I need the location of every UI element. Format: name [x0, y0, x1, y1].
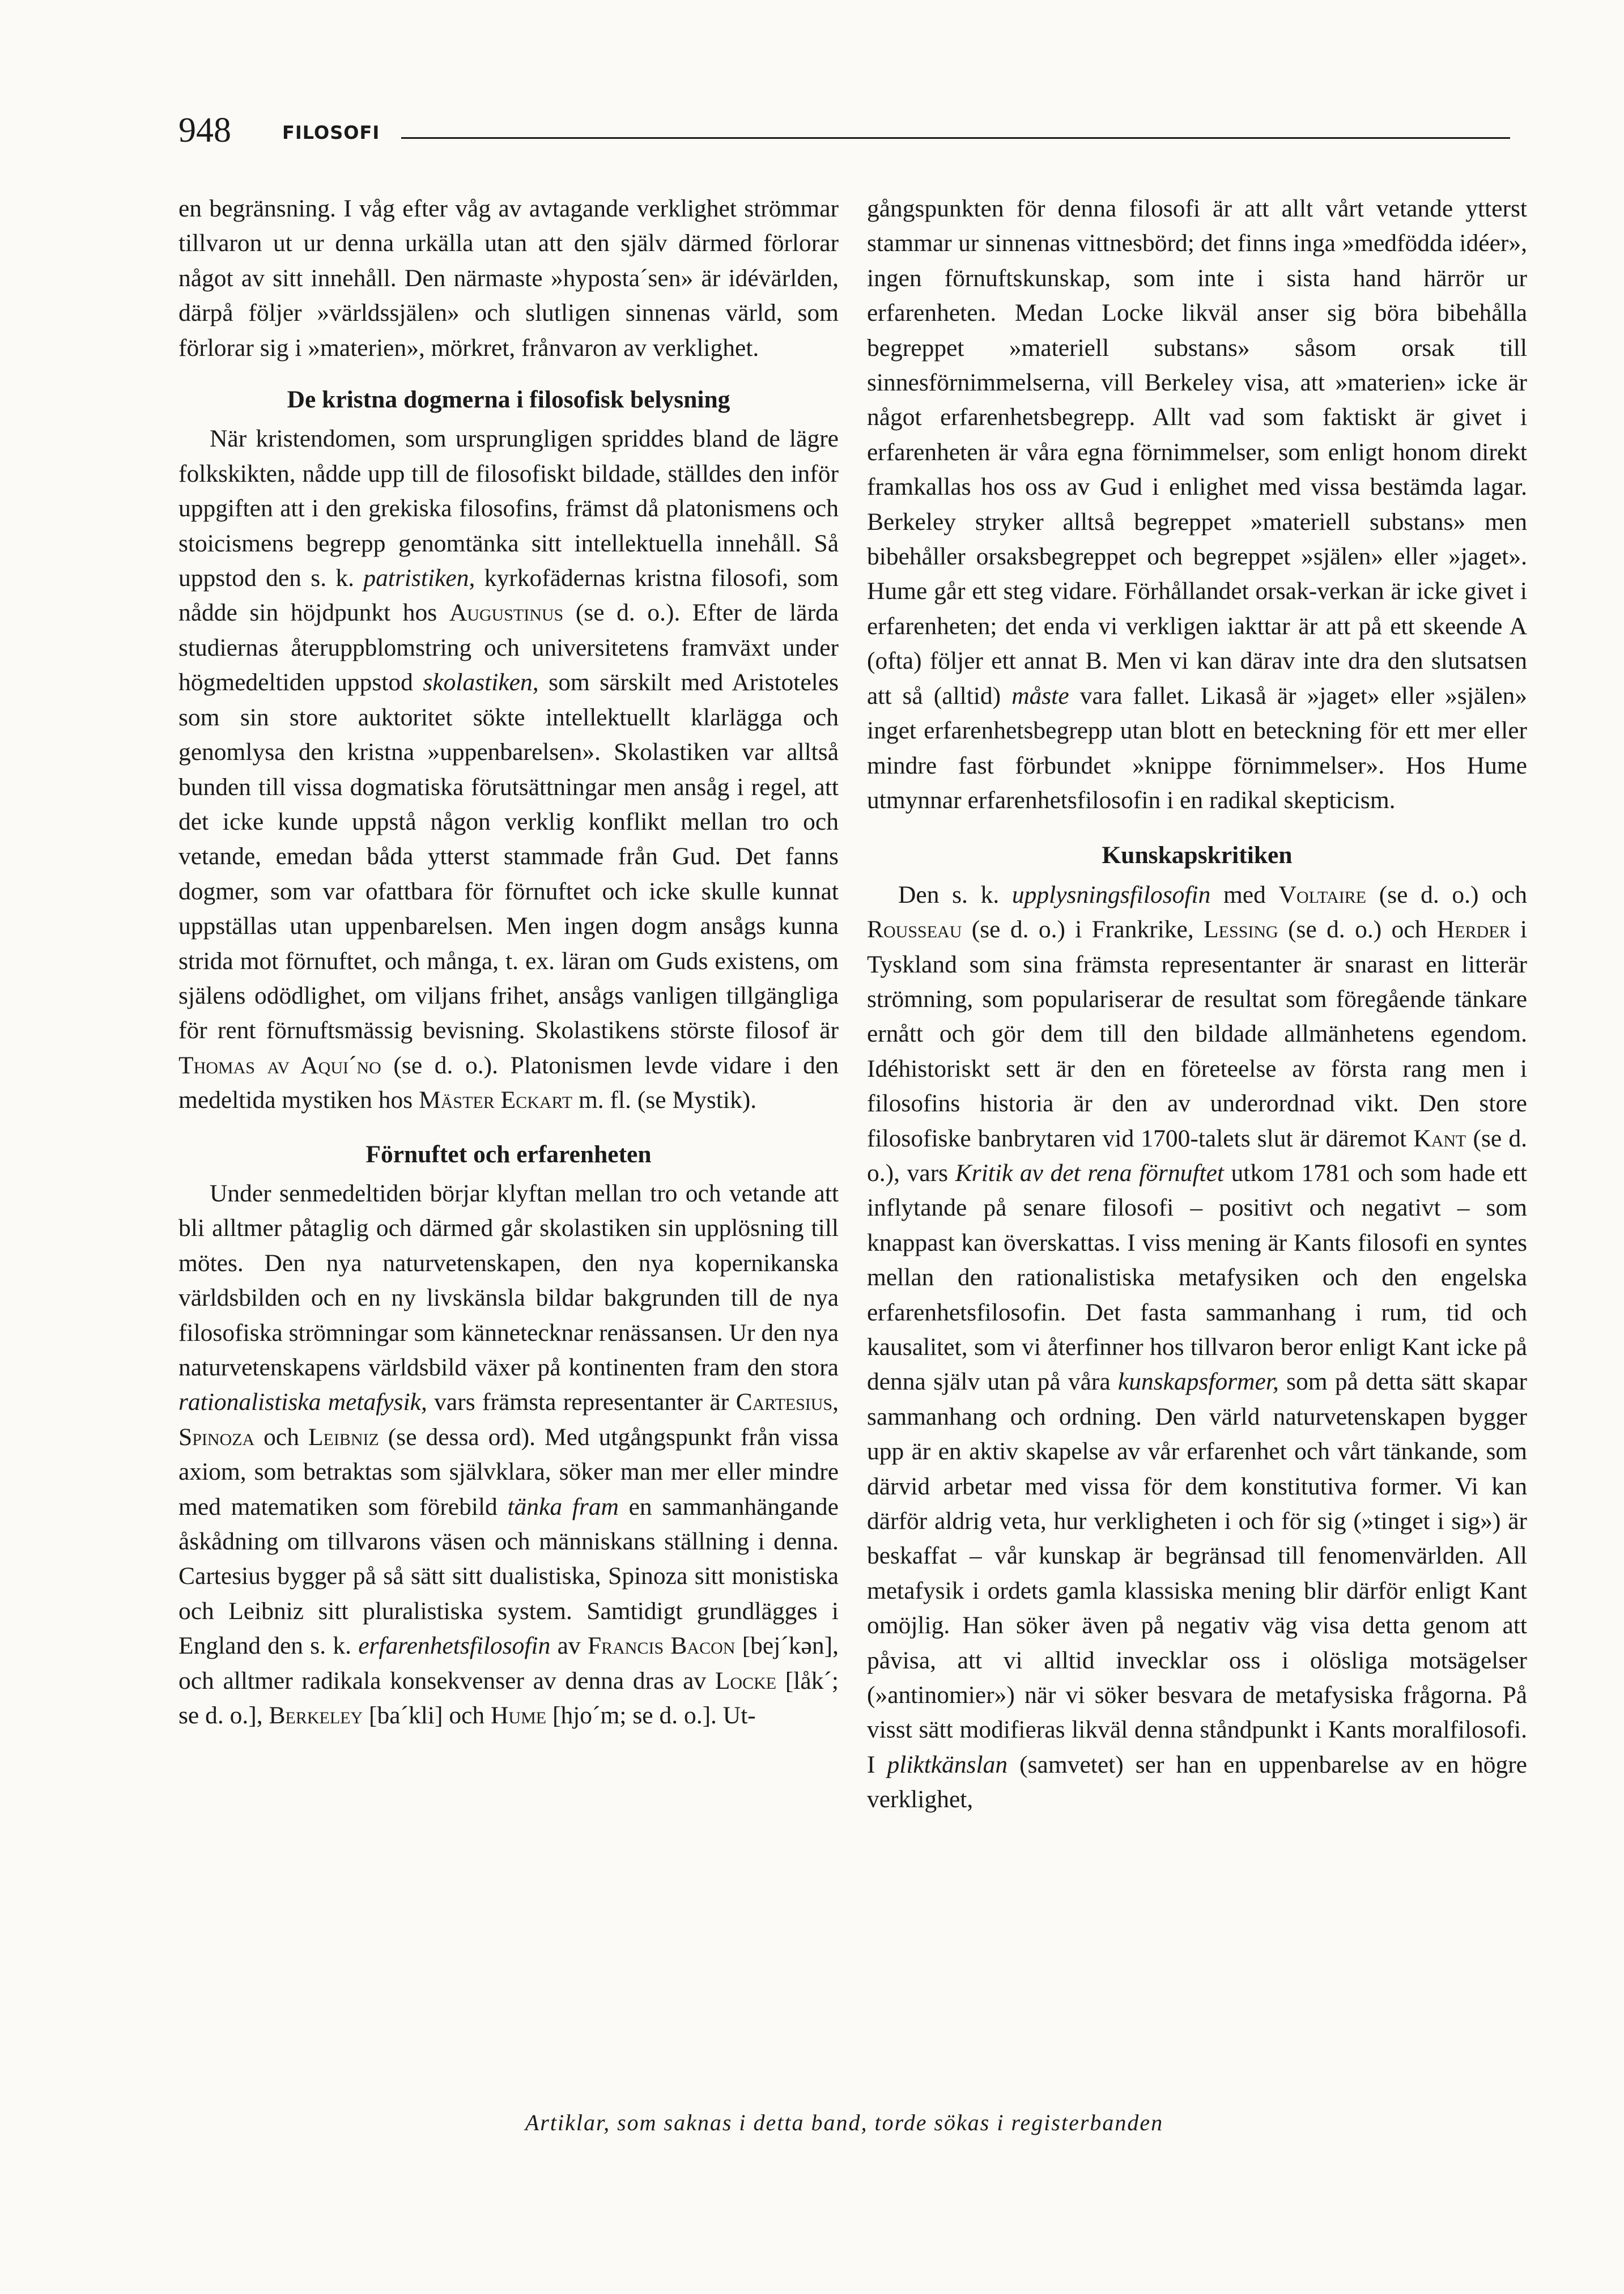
- emphasis: måste: [1011, 682, 1069, 710]
- emphasis: kunskapsformer,: [1117, 1368, 1279, 1396]
- person-name: Mäster Eckart: [419, 1086, 573, 1114]
- person-name: Herder: [1436, 916, 1511, 944]
- header-rule: [401, 137, 1510, 139]
- page-header: [178, 108, 1510, 153]
- emphasis: rationalistiska metafysik,: [178, 1388, 427, 1416]
- person-name: Locke: [715, 1667, 777, 1694]
- section-heading: Kunskapskritiken: [1102, 842, 1293, 869]
- emphasis: Kritik av det rena förnuftet: [955, 1159, 1225, 1187]
- emphasis: skolastiken,: [423, 669, 539, 696]
- paragraph: gångspunkten för denna filosofi är att allt vårt vetande ytterst stammar ur sinnenas vittnesbörd; det finns inga »medfödda idéer», ingen förnuftskunskap, som inte i sista hand härrör ur erfarenheten. Medan Locke likväl anser sig böra bibehålla begreppet »materiell substans» såsom orsak till sinnesförnimmelserna, vill Berkeley visa, att »materien» icke är något erfarenhetsbegrepp. Allt vad som faktiskt är givet i erfarenheten är våra egna förnimmelser, som enligt honom direkt framkallas hos oss av Gud i enlighet med vissa bestämda lagar. Berkeley stryker alltså begreppet »materiell substans» men bibehåller orsaksbegreppet och begreppet »själen» eller »jaget». Hume går ett steg vidare. Förhållandet orsak-verkan är icke givet i erfarenheten; det enda vi verkligen iakttar är att på ett skeende A (ofta) följer ett annat B. Men vi kan därav inte dra den slutsatsen att så (alltid) måste vara fallet. Likaså är »jaget» eller »själen» inget erfarenhetsbegrepp utan blott en beteckning för ett mer eller mindre fast förbundet »knippe förnimmelser». Hos Hume utmynnar erfarenhetsfilosofin i en radikal skepticism.: [867, 195, 1527, 814]
- paragraph: När kristendomen, som ursprungligen spriddes bland de lägre folkskikten, nådde upp till de filosofiskt bildade, ställdes den inför uppgiften att i den grekiska filosofins, främst då platonismens och stoicismens begrepp genomtänka sitt intellektuella innehåll. Så uppstod den s. k. patristiken, kyrkofädernas kristna filosofi, som nådde sin höjdpunkt hos Augustinus (se d. o.). Efter de lärda studiernas återuppblomstring och universitetens framväxt under högmedeltiden uppstod skolastiken, som särskilt med Aristoteles som sin store auktoritet sökte intellektuellt klarlägga och genomlysa den kristna »uppenbarelsen». Skolastiken var alltså bunden till vissa dogmatiska förutsättningar men ansåg i regel, att det icke kunde uppstå någon verklig konflikt mellan tro och vetande, emedan båda ytterst stammade från Gud. Det fanns dogmer, som var ofattbara för förnuftet och icke skulle kunnat uppställas utan uppenbarelsen. Men ingen dogm ansågs kunna strida mot förnuftet, och många, t. ex. läran om Guds existens, om själens odödlighet, om viljans frihet, ansågs vanligen tillgängliga för rent förnuftsmässig bevisning. Skolastikens störste filosof är Thomas av Aqui´no (se d. o.). Platonismen levde vidare i den medeltida mystiken hos Mäster Eckart m. fl. (se Mystik).: [178, 425, 839, 1114]
- person-name: Cartesius: [736, 1388, 833, 1416]
- section-heading: Förnuftet och erfarenheten: [365, 1140, 652, 1168]
- right-column: [867, 192, 1527, 1817]
- paragraph: Den s. k. upplysningsfilosofin med Voltaire (se d. o.) och Rousseau (se d. o.) i Frankrike, Lessing (se d. o.) och Herder i Tyskland som sina främsta representanter är snarast en litterär strömning, som populariserar de resultat som föregående tänkare ernått och gör dem till den bildade allmänhetens egendom. Idéhistoriskt sett är den en företeelse av första rang men i filosofins historia är den av underordnad vikt. Den store filosofiske banbrytaren vid 1700-talets slut är däremot Kant (se d. o.), vars Kritik av det rena förnuftet utkom 1781 och som hade ett inflytande på senare filosofi – positivt och negativt – som knappast kan överskattas. I viss mening är Kants filosofi en syntes mellan den rationalistiska metafysiken och den engelska erfarenhetsfilosofin. Det fasta sammanhang i rum, tid och kausalitet, som vi återfinner hos tillvaron beror enligt Kant icke på denna själv utan på våra kunskapsformer, som på detta sätt skapar sammanhang och ordning. Den värld naturvetenskapen bygger upp är en aktiv skapelse av vår erfarenhet och vårt tänkande, som därvid arbetar med vissa för dem konstitutiva former. Vi kan därför aldrig veta, hur verkligheten i och för sig (»tinget i sig») är beskaffat – vår kunskap är begränsad till fenomenvärlden. All metafysik i ordets gamla klassiska mening blir därför enligt Kant omöjlig. Han söker även på negativ väg visa detta genom att påvisa, att vi alltid invecklar oss i olösliga motsägelser (»antinomier») när vi söker besvara de metafysiska frågorna. På visst sätt modifieras likväl denna ståndpunkt i Kants moralfilosofi. I pliktkänslan (samvetet) ser han en uppenbarelse av en högre verklighet,: [867, 881, 1528, 1813]
- emphasis: tänka fram: [507, 1493, 619, 1520]
- person-name: Thomas av Aqui´no: [178, 1051, 381, 1079]
- section-heading: De kristna dogmerna i filosofisk belysning: [287, 386, 730, 414]
- person-name: Spinoza: [178, 1423, 255, 1451]
- paragraph: Under senmedeltiden börjar klyftan mellan tro och vetande att bli alltmer påtaglig och därmed går skolastiken sin upplösning till mötes. Den nya naturvetenskapen, den nya kopernikanska världsbilden och en ny livskänsla bildar bakgrunden till de nya filosofiska strömningar som kännetecknar renässansen. Ur den nya naturvetenskapens världsbild växer på kontinenten fram den stora rationalistiska metafysik, vars främsta representanter är Cartesius, Spinoza och Leibniz (se dessa ord). Med utgångspunkt från vissa axiom, som betraktas som självklara, söker man mer eller mindre med matematiken som förebild tänka fram en sammanhängande åskådning om tillvarons väsen och människans ställning i denna. Cartesius bygger på så sätt sitt dualistiska, Spinoza sitt monistiska och Leibniz sitt pluralistiska system. Samtidigt grundlägges i England den s. k. erfarenhetsfilosofin av Francis Bacon [bej´kən], och alltmer radikala konsekvenser av denna dras av Locke [låk´; se d. o.], Berkeley [ba´kli] och Hume [hjo´m; se d. o.]. Ut-: [178, 1179, 839, 1730]
- person-name: Berkeley: [269, 1702, 363, 1730]
- person-name: Leibniz: [308, 1423, 379, 1451]
- person-name: Voltaire: [1278, 881, 1367, 908]
- emphasis: pliktkänslan: [887, 1751, 1008, 1778]
- person-name: Augustinus: [449, 599, 564, 627]
- left-column: [178, 192, 839, 1733]
- page-footer: Artiklar, som saknas i detta band, torde sökas i registerbanden: [525, 2110, 1164, 2135]
- person-name: Rousseau: [867, 916, 962, 944]
- person-name: Lessing: [1204, 916, 1278, 944]
- emphasis: upplysningsfilosofin: [1011, 881, 1211, 908]
- person-name: Francis Bacon: [587, 1632, 736, 1660]
- person-name: Hume: [491, 1702, 547, 1730]
- person-name: Kant: [1413, 1124, 1466, 1152]
- paragraph: en begränsning. I våg efter våg av avtagande verklighet strömmar tillvaron ut ur denna urkälla utan att den själv därmed förlorar något av sitt innehåll. Den närmaste »hyposta´sen» är idévärlden, därpå följer »världssjälen» och slutligen sinnenas värld, som förlorar sig i »materien», mörkret, frånvaron av verklighet.: [178, 195, 839, 362]
- page-number: 948: [178, 111, 231, 150]
- emphasis: patristiken,: [363, 564, 475, 592]
- section-title: FILOSOFI: [282, 122, 380, 143]
- emphasis: erfarenhetsfilosofin: [358, 1632, 551, 1660]
